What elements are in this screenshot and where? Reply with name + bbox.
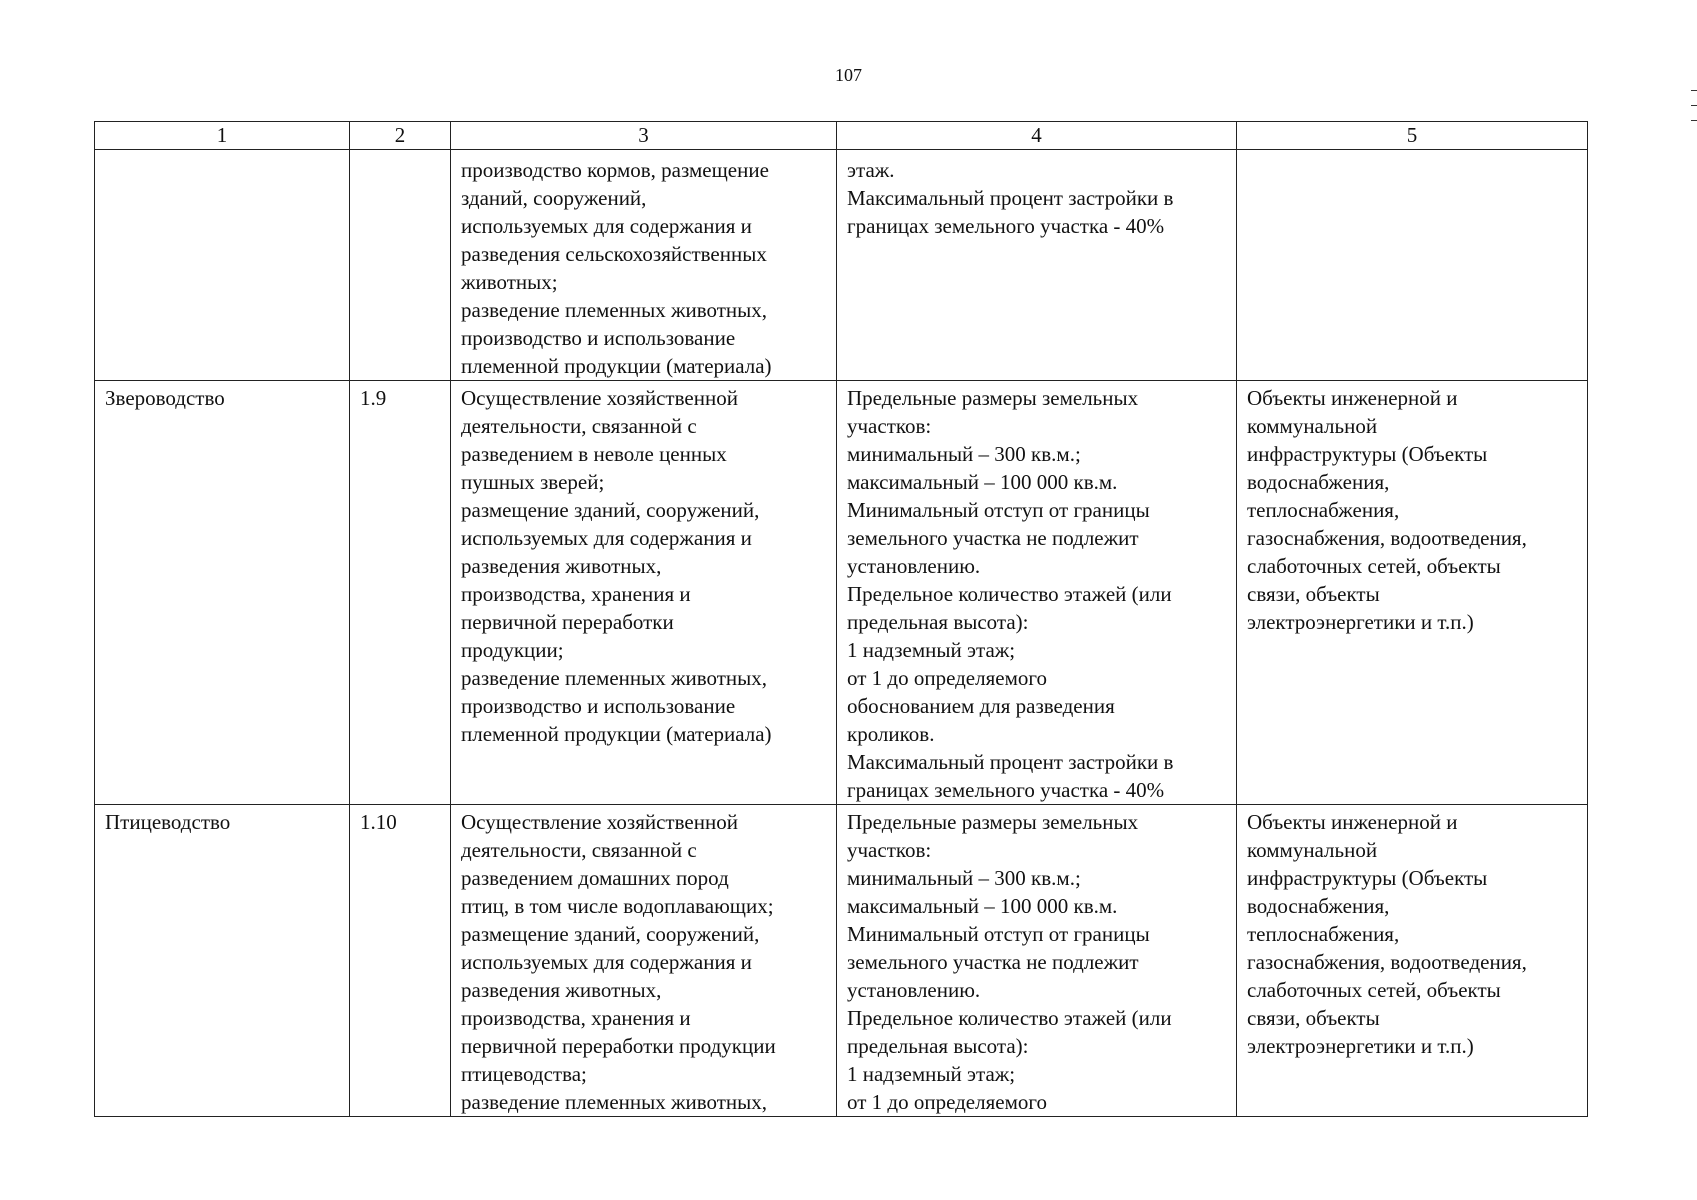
header-row bbox=[95, 122, 1588, 150]
auxiliary-objects-cell: Объекты инженерной и коммунальной инфраструктуры (Объекты водоснабжения, теплоснабжения, газоснабжения, водоотведения, слаботочных сетей, объекты связи, объекты электроэнергетики и т.п.) bbox=[1237, 381, 1588, 805]
use-description-cell: производство кормов, размещение зданий, сооружений, используемых для содержания и разведения сельскохозяйственных животных; разведение племенных животных, производство и использование племенной продукции (материала) bbox=[451, 150, 837, 381]
use-name-cell: Звероводство bbox=[95, 381, 350, 805]
header-cell-3: 3 bbox=[451, 122, 837, 150]
header-cell-1: 1 bbox=[95, 122, 350, 150]
use-name-cell bbox=[95, 150, 350, 381]
use-description-cell: Осуществление хозяйственной деятельности, связанной с разведением домашних пород птиц, в том числе водоплавающих; размещение зданий, сооружений, используемых для содержания и разведения животных, производства, хранения и первичной переработки продукции птицеводства; разведение племенных животных, bbox=[451, 805, 837, 1117]
auxiliary-objects-cell: Объекты инженерной и коммунальной инфраструктуры (Объекты водоснабжения, теплоснабжения, газоснабжения, водоотведения, слаботочных сетей, объекты связи, объекты электроэнергетики и т.п.) bbox=[1237, 805, 1588, 1117]
use-code-cell bbox=[350, 150, 451, 381]
use-name-cell: Птицеводство bbox=[95, 805, 350, 1117]
header-cell-4: 4 bbox=[837, 122, 1237, 150]
table-row bbox=[95, 150, 1588, 381]
use-code-cell: 1.10 bbox=[350, 805, 451, 1117]
parameters-cell: этаж. Максимальный процент застройки в границах земельного участка - 40% bbox=[837, 150, 1237, 381]
parameters-cell: Предельные размеры земельных участков: минимальный – 300 кв.м.; максимальный – 100 000 кв.м. Минимальный отступ от границы земельного участка не подлежит установлению. Предельное количество этажей (или предельная высота): 1 надземный этаж; от 1 до определяемого bbox=[837, 805, 1237, 1117]
zoning-table bbox=[94, 121, 1588, 1117]
scan-edge-mark-lower bbox=[1691, 105, 1697, 121]
parameters-cell: Предельные размеры земельных участков: минимальный – 300 кв.м.; максимальный – 100 000 кв.м. Минимальный отступ от границы земельного участка не подлежит установлению. Предельное количество этажей (или предельная высота): 1 надземный этаж; от 1 до определяемого обоснованием для разведения кроликов. Максимальный процент застройки в границах земельного участка - 40% bbox=[837, 381, 1237, 805]
auxiliary-objects-cell bbox=[1237, 150, 1588, 381]
table-row bbox=[95, 805, 1588, 1117]
header-cell-2: 2 bbox=[350, 122, 451, 150]
header-cell-5: 5 bbox=[1237, 122, 1588, 150]
use-description-cell: Осуществление хозяйственной деятельности, связанной с разведением в неволе ценных пушных зверей; размещение зданий, сооружений, используемых для содержания и разведения животных, производства, хранения и первичной переработки продукции; разведение племенных животных, производство и использование племенной продукции (материала) bbox=[451, 381, 837, 805]
use-code-cell: 1.9 bbox=[350, 381, 451, 805]
page-number: 107 bbox=[835, 65, 862, 85]
table-row bbox=[95, 381, 1588, 805]
